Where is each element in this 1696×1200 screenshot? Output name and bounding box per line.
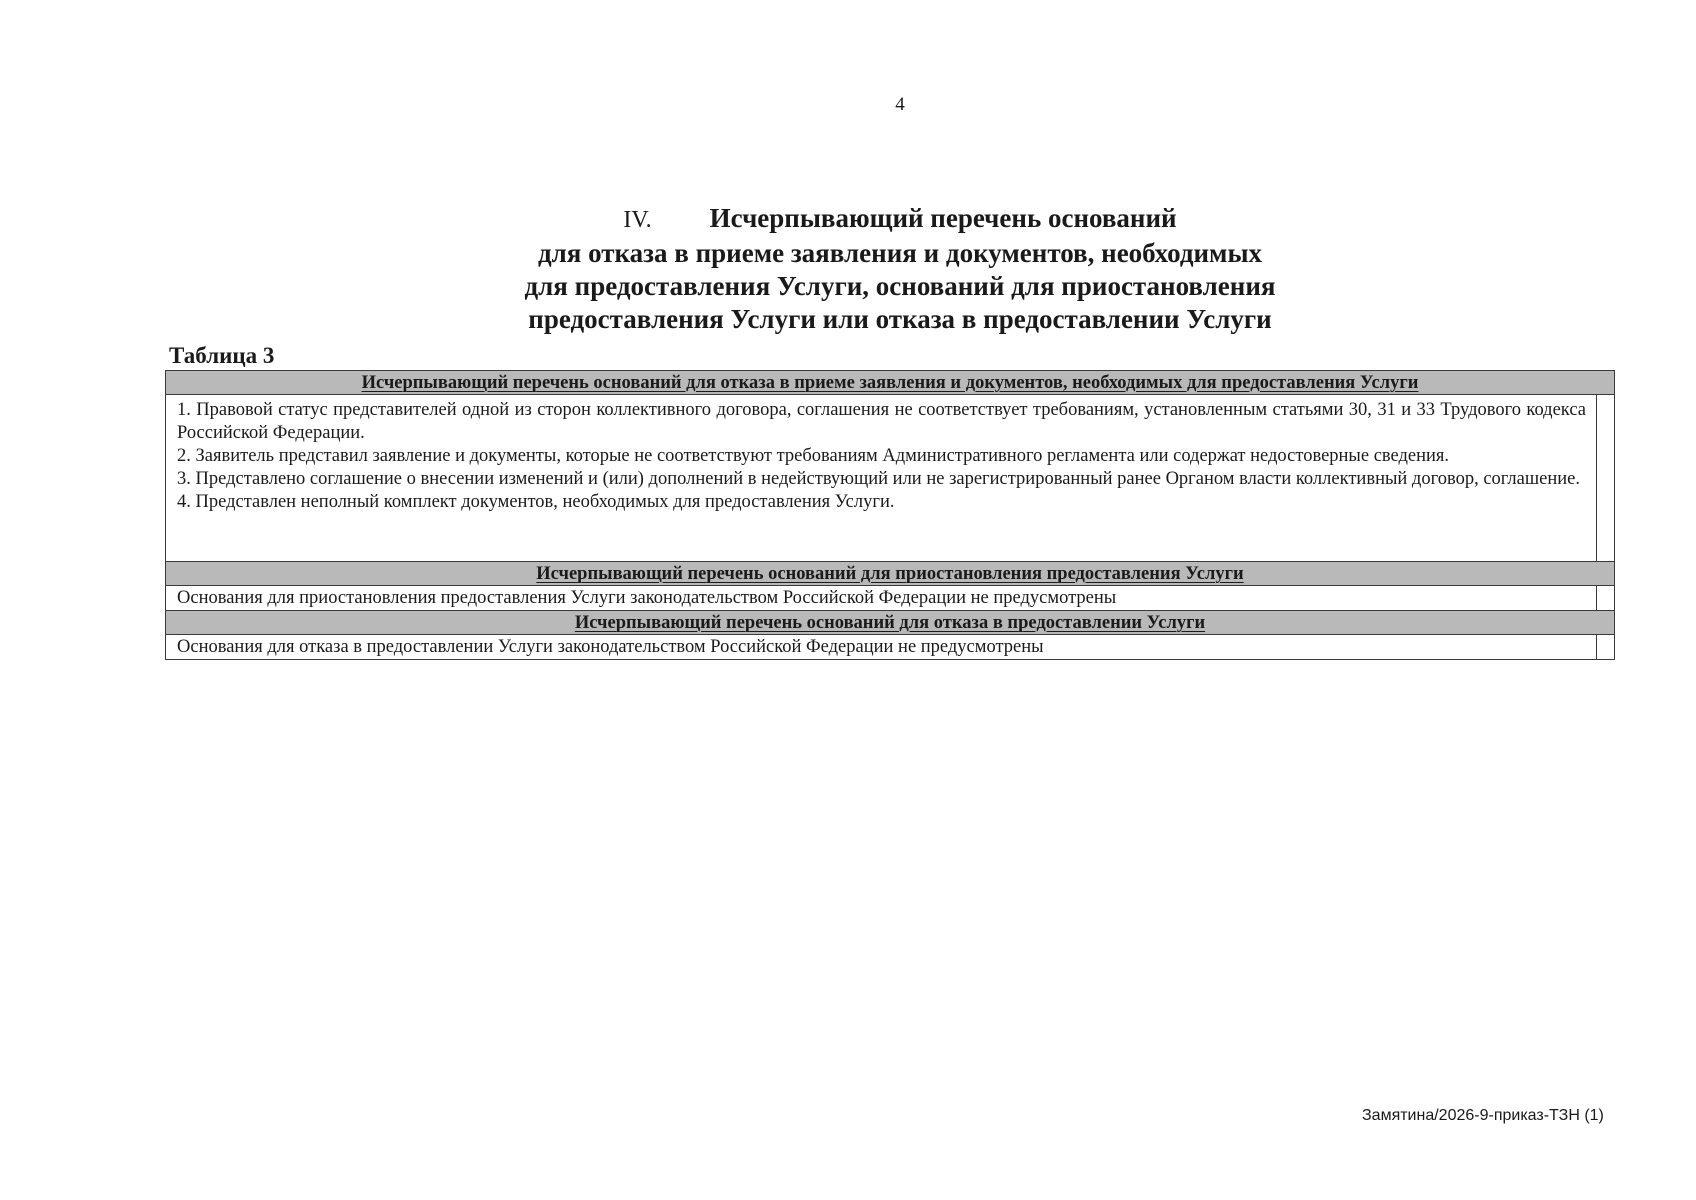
section-header-refusal-service: Исчерпывающий перечень оснований для отказа в предоставлении Услуги (166, 611, 1615, 635)
grounds-table (165, 370, 1615, 660)
section-heading (0, 202, 1696, 336)
table-row (166, 586, 1615, 611)
heading-line-3: для предоставления Услуги, оснований для приостановления (524, 271, 1276, 301)
section-header-refusal-acceptance: Исчерпывающий перечень оснований для отказа в приеме заявления и документов, необходимых для предоставления Услуги (166, 371, 1615, 395)
empty-cell (1596, 395, 1614, 562)
table-row (166, 611, 1615, 635)
section-header-suspension: Исчерпывающий перечень оснований для приостановления предоставления Услуги (166, 562, 1615, 586)
heading-line-4: предоставления Услуги или отказа в предоставлении Услуги (528, 304, 1272, 334)
document-id-footer: Замятина/2026-9-приказ-ТЗН (1) (1362, 1107, 1604, 1124)
suspension-text: Основания для приостановления предоставления Услуги законодательством Российской Федерации не предусмотрены (166, 586, 1597, 611)
empty-cell (1596, 635, 1614, 660)
list-item: 1. Правовой статус представителей одной из сторон коллективного договора, соглашения не соответствует требованиям, установленным статьями 30, 31 и 33 Трудового кодекса Российской Федерации. (177, 400, 1586, 443)
table-row (166, 635, 1615, 660)
table-caption: Таблица 3 (169, 343, 275, 368)
section-roman-numeral: IV. (623, 207, 652, 233)
refusal-service-text: Основания для отказа в предоставлении Услуги законодательством Российской Федерации не предусмотрены (166, 635, 1597, 660)
list-item: 2. Заявитель представил заявление и документы, которые не соответствуют требованиям Административного регламента или содержат недостоверные сведения. (177, 446, 1450, 466)
list-item: 4. Представлен неполный комплект документов, необходимых для предоставления Услуги. (177, 492, 895, 512)
list-item: 3. Представлено соглашение о внесении изменений и (или) дополнений в недействующий или не зарегистрированный ранее Органом власти коллективный договор, соглашение. (177, 469, 1580, 489)
table-row (166, 371, 1615, 395)
table-row (166, 562, 1615, 586)
heading-line-2: для отказа в приеме заявления и документов, необходимых (537, 238, 1263, 268)
empty-cell (1596, 586, 1614, 611)
refusal-acceptance-reasons (166, 395, 1597, 562)
table-row (166, 395, 1615, 562)
heading-line-1 (0, 202, 1696, 237)
page-number: 4 (895, 94, 905, 115)
heading-title: Исчерпывающий перечень оснований (709, 203, 1177, 233)
